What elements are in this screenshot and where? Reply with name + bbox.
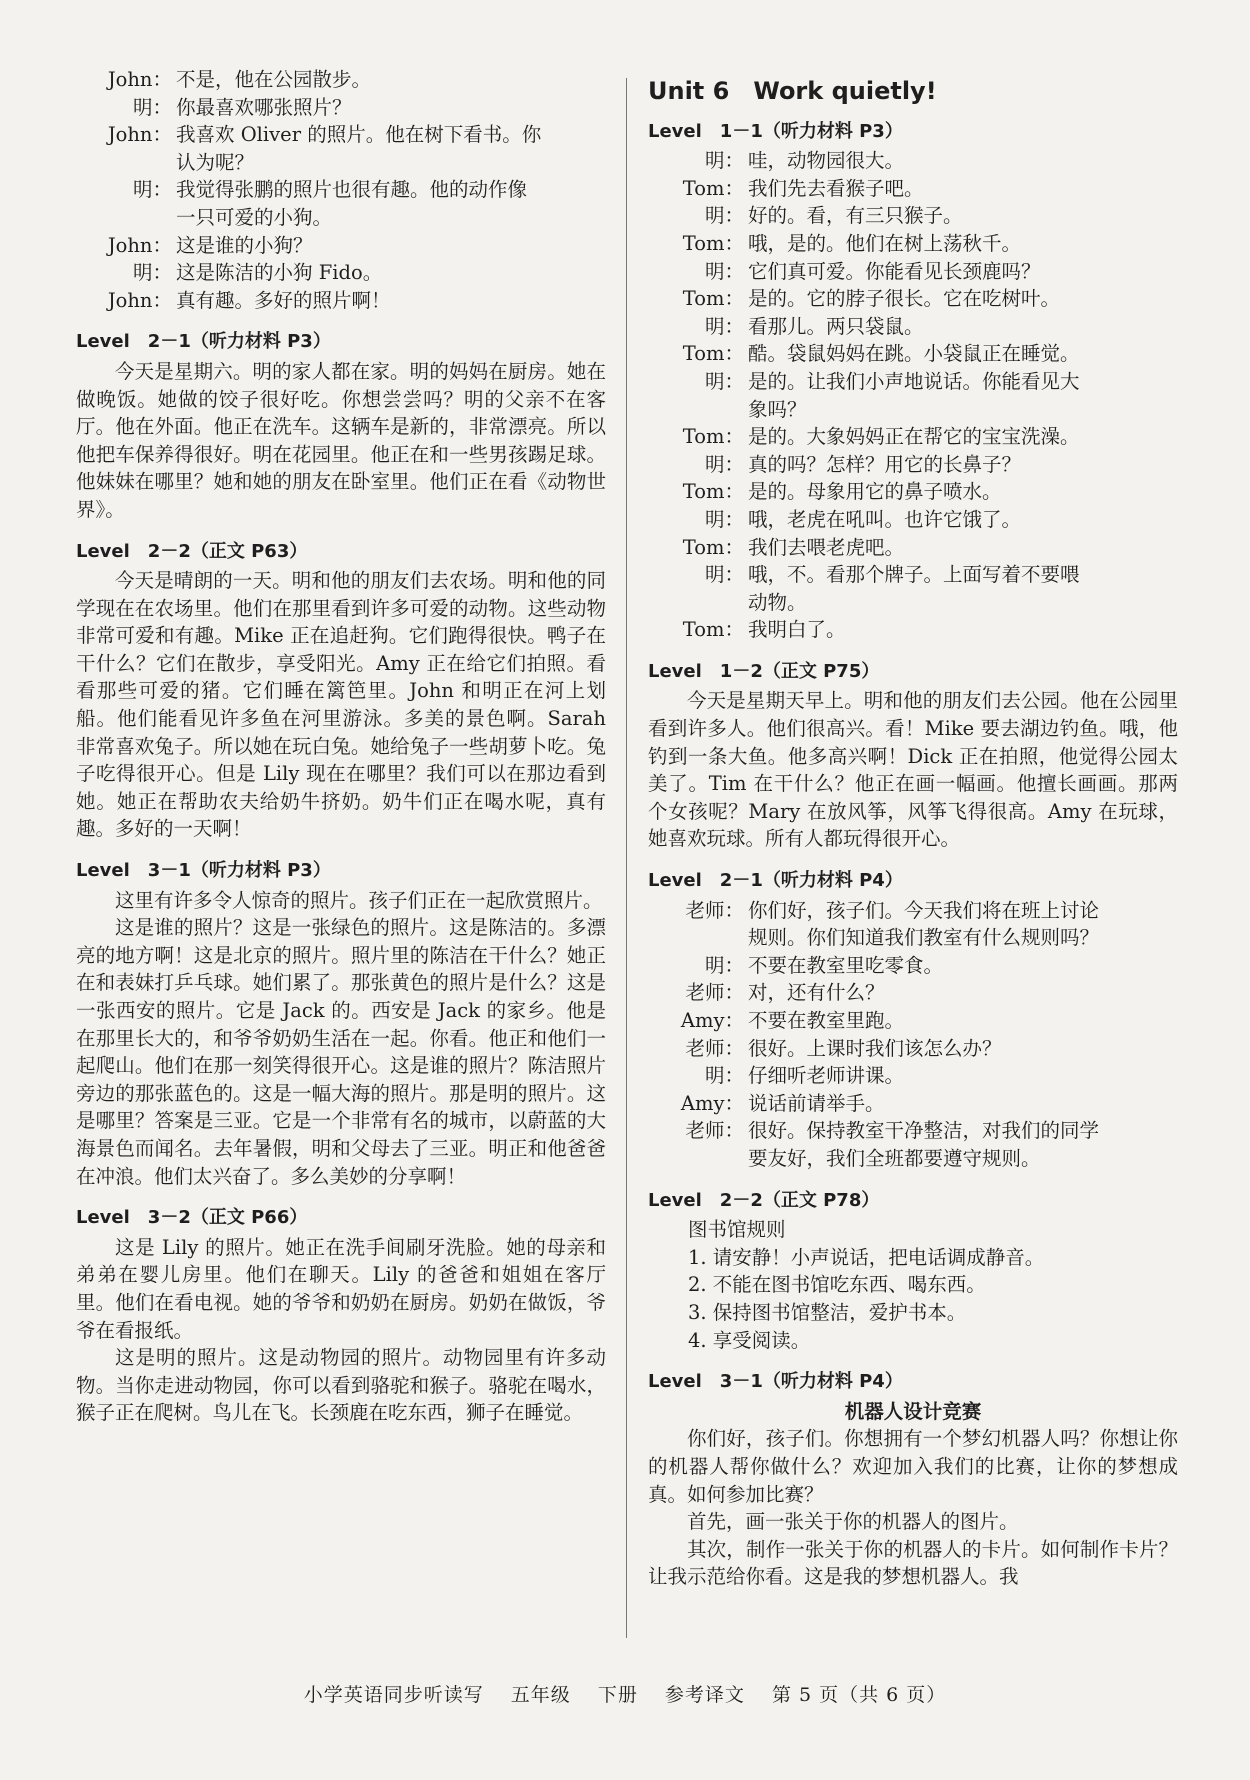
dialog-text: 要友好，我们全班都要遵守规则。 [748, 1146, 1041, 1170]
dialog-line [648, 423, 1178, 451]
page-footer [0, 1680, 1250, 1707]
speaker: 明： [132, 261, 172, 285]
dialog-text: 看那儿。两只袋鼠。 [748, 314, 924, 338]
dialog-text: 很好。上课时我们该怎么办？ [748, 1036, 1002, 1060]
dialog-text: 好的。看，有三只猴子。 [748, 204, 963, 228]
dialog-line [648, 368, 1178, 396]
speaker: 明： [132, 95, 172, 119]
paragraph: 首先，画一张关于你的机器人的图片。 [687, 1510, 1019, 1534]
speaker: Tom： [682, 287, 744, 311]
dialog-line [76, 176, 606, 204]
speaker: 明： [704, 452, 744, 476]
speaker: Tom： [682, 342, 744, 366]
speaker: 老师： [685, 981, 744, 1005]
dialog-text: 动物。 [748, 590, 807, 614]
speaker: 老师： [685, 1036, 744, 1060]
dialog-text: 不要在教室里跑。 [748, 1009, 905, 1032]
dialog-text: 我们先去看猴子吧。 [748, 176, 924, 200]
dialog-line [648, 506, 1178, 534]
speaker: Tom： [682, 231, 744, 255]
dialog-line [76, 94, 606, 122]
paragraph: 今天是星期六。明的家人都在家。明的妈妈在厨房。她在做晚饭。她做的饺子很好吃。你想尝尝吗？明的父亲不在客厅。他在外面。他正在洗车。这辆车是新的，非常漂亮。所以他把车保养得很好。明在花园里。他正在和一些男孩踢足球。他妹妹在哪里？她和她的朋友在卧室里。他们正在看《动物世界》。 [76, 359, 606, 521]
footer-volume: 下册 [597, 1684, 638, 1706]
paragraph: 这里有许多令人惊奇的照片。孩子们正在一起欣赏照片。 [115, 888, 603, 912]
speaker: 明： [704, 369, 744, 393]
paragraph: 今天是晴朗的一天。明和他的朋友们去农场。明和他的同学现在在农场里。他们在那里看到许多可爱的动物。这些动物非常可爱和有趣。Mike 正在追赶狗。它们跑得很快。鸭子在干什么？它们在散步，享受阳光。Amy 正在给它们拍照。看看那些可爱的猪。它们睡在篱笆里。John 和明正在河上划船。他们能看见许多鱼在河里游泳。多美的景色啊。Sarah 非常喜欢兔子。所以她在玩白兔。她给兔子一些胡萝卜吃。兔子吃得很开心。但是 Lily 现在在哪里？我们可以在那边看到她。她正在帮助农夫给奶牛挤奶。奶牛们正在喝水呢，真有趣。多好的一天啊！ [76, 569, 606, 841]
dialog-line [76, 121, 606, 149]
dialog-line [76, 287, 606, 315]
dialog-text: 象吗？ [748, 397, 807, 421]
dialog-text: 一只可爱的小狗。 [176, 205, 333, 229]
dialog-line [648, 1035, 1178, 1063]
speaker: 明： [704, 507, 744, 531]
left-column [76, 66, 606, 1427]
dialog-text: 哦，老虎在吼叫。也许它饿了。 [748, 507, 1022, 531]
dialog-line [648, 589, 1178, 617]
dialog-level-2-1 [648, 897, 1178, 1173]
speaker: John： [107, 123, 172, 147]
dialog-line [648, 285, 1178, 313]
dialog-text: 不是，他在公园散步。 [176, 68, 372, 91]
dialog-line [648, 1145, 1178, 1173]
dialog-line [648, 340, 1178, 368]
dialog-text: 它们真可爱。你能看见长颈鹿吗？ [748, 259, 1041, 283]
paragraph: 这是谁的照片？这是一张绿色的照片。这是陈洁的。多漂亮的地方啊！这是北京的照片。照片里的陈洁在干什么？她正在和表妹打乒乓球。她们累了。那张黄色的照片是什么？这是一张西安的照片。它是 Jack 的。西安是 Jack 的家乡。他是在那里长大的，和爷爷奶奶生活在一起。你看。他正和他们一起爬山。他们在那一刻笑得很开心。这是谁的照片？陈洁照片旁边的那张蓝色的。这是一幅大海的照片。那是明的照片。这是哪里？答案是三亚。它是一个非常有名的城市，以蔚蓝的大海景色而闻名。去年暑假，明和父母去了三亚。明正和他爸爸在冲浪。他们太兴奋了。多么美妙的分享啊！ [76, 916, 606, 1188]
dialog-line [648, 1090, 1178, 1118]
dialog-text: 对，还有什么？ [748, 981, 885, 1005]
speaker: Tom： [682, 480, 744, 504]
unit-title: Unit 6 Work quietly! [648, 77, 937, 105]
dialog-text: 认为呢？ [176, 150, 255, 174]
dialog-line [648, 1007, 1178, 1035]
section-heading: Level 2－1（听力材料 P3） [76, 331, 331, 353]
dialog-line [76, 149, 606, 177]
speaker: 明： [704, 259, 744, 283]
paragraph: 这是 Lily 的照片。她正在洗手间刷牙洗脸。她的母亲和弟弟在婴儿房里。他们在聊天。Lily 的爸爸和姐姐在客厅里。他们在看电视。她的爷爷和奶奶在厨房。奶奶在做饭，爷爷在看报纸。 [76, 1235, 606, 1342]
dialog-line [648, 451, 1178, 479]
dialog-text: 是的。母象用它的鼻子喷水。 [748, 480, 1002, 504]
library-rule: 4. 享受阅读。 [688, 1328, 811, 1352]
section-heading: Level 3－1（听力材料 P3） [76, 860, 331, 882]
footer-page-number: 第 5 页（共 6 页） [771, 1684, 947, 1706]
section-heading-level-2-1: Level 2－1（听力材料 P4） [648, 870, 903, 892]
dialog-text: 真有趣。多好的照片啊！ [176, 288, 391, 312]
dialog-line [76, 66, 606, 94]
paragraph: 这是明的照片。这是动物园的照片。动物园里有许多动物。当你走进动物园，你可以看到骆驼和猴子。骆驼在喝水，猴子正在爬树。鸟儿在飞。长颈鹿在吃东西，狮子在睡觉。 [76, 1346, 606, 1425]
library-rule: 2. 不能在图书馆吃东西、喝东西。 [688, 1273, 986, 1297]
dialog-text: 你们好，孩子们。今天我们将在班上讨论 [748, 898, 1100, 922]
dialog-line [648, 534, 1178, 562]
dialog-text: 你最喜欢哪张照片？ [176, 95, 352, 119]
dialog-text: 这是陈洁的小狗 Fido。 [176, 261, 383, 285]
speaker: Tom： [682, 176, 744, 200]
dialog-text: 我喜欢 Oliver 的照片。他在树下看书。你 [176, 123, 542, 147]
dialog-text: 说话前请举手。 [748, 1091, 885, 1115]
footer-book-title: 小学英语同步听读写 [303, 1684, 484, 1706]
speaker: Tom： [682, 425, 744, 449]
speaker: 明： [704, 204, 744, 228]
dialog-line [648, 230, 1178, 258]
dialog-line [648, 147, 1178, 175]
dialog-line [648, 979, 1178, 1007]
paragraph: 其次，制作一张关于你的机器人的卡片。如何制作卡片？让我示范给你看。这是我的梦想机器人。我 [648, 1537, 1178, 1589]
speaker: 明： [704, 1064, 744, 1088]
dialog-text: 不要在教室里吃零食。 [748, 953, 944, 977]
dialog-text: 哦，不。看那个牌子。上面写着不要喂 [748, 563, 1080, 587]
dialog-line [648, 175, 1178, 203]
dialog-text: 哇，动物园很大。 [748, 149, 905, 173]
dialog-line [648, 478, 1178, 506]
dialog-text: 很好。保持教室干净整洁，对我们的同学 [748, 1119, 1100, 1143]
dialog-text: 哦，是的。他们在树上荡秋千。 [748, 231, 1022, 255]
dialog-level-1-1 [648, 147, 1178, 644]
speaker: Tom： [682, 618, 744, 642]
dialog-line [648, 202, 1178, 230]
dialog-text: 我们去喂老虎吧。 [748, 535, 905, 559]
dialog-continuation [76, 66, 606, 314]
dialog-line [648, 313, 1178, 341]
library-rules-list [648, 1244, 1178, 1354]
dialog-line [648, 396, 1178, 424]
dialog-text: 酷。袋鼠妈妈在跳。小袋鼠正在睡觉。 [748, 342, 1080, 366]
dialog-line [648, 561, 1178, 589]
speaker: John： [107, 233, 172, 257]
dialog-text: 是的。让我们小声地说话。你能看见大 [748, 369, 1080, 393]
dialog-text: 仔细听老师讲课。 [748, 1064, 905, 1088]
dialog-line [648, 1117, 1178, 1145]
section-heading: Level 3－2（正文 P66） [76, 1207, 308, 1229]
dialog-line [648, 952, 1178, 980]
section-heading-level-2-2: Level 2－2（正文 P78） [648, 1189, 880, 1211]
dialog-line [76, 204, 606, 232]
dialog-line [76, 259, 606, 287]
footer-type: 参考译文 [664, 1684, 745, 1706]
library-rule: 3. 保持图书馆整洁，爱护书本。 [688, 1300, 967, 1324]
dialog-text: 这是谁的小狗？ [176, 233, 313, 257]
section-heading-level-1-1: Level 1－1（听力材料 P3） [648, 120, 903, 142]
paragraphs-level-3-1 [648, 1425, 1178, 1591]
dialog-text: 是的。它的脖子很长。它在吃树叶。 [748, 287, 1061, 311]
speaker: Amy： [680, 1091, 744, 1115]
speaker: 明： [704, 149, 744, 173]
dialog-text: 规则。你们知道我们教室有什么规则吗？ [748, 926, 1100, 950]
dialog-line [76, 232, 606, 260]
section-heading: Level 2－2（正文 P63） [76, 540, 308, 562]
footer-grade: 五年级 [510, 1684, 571, 1706]
speaker: Amy： [680, 1009, 744, 1032]
speaker: 老师： [685, 898, 744, 922]
section-heading-level-3-1: Level 3－1（听力材料 P4） [648, 1371, 903, 1393]
speaker: 明： [704, 953, 744, 977]
library-rules-title: 图书馆规则 [688, 1218, 786, 1242]
robot-contest-title: 机器人设计竞赛 [844, 1399, 982, 1423]
dialog-line [648, 258, 1178, 286]
dialog-line [648, 924, 1178, 952]
speaker: 老师： [685, 1119, 744, 1143]
dialog-text: 我明白了。 [748, 618, 846, 642]
speaker: 明： [704, 563, 744, 587]
dialog-line [648, 1062, 1178, 1090]
dialog-line [648, 897, 1178, 925]
section-heading-level-1-2: Level 1－2（正文 P75） [648, 660, 880, 682]
dialog-text: 是的。大象妈妈正在帮它的宝宝洗澡。 [748, 425, 1080, 449]
speaker: John： [107, 288, 172, 312]
dialog-text: 我觉得张鹏的照片也很有趣。他的动作像 [176, 178, 528, 202]
speaker: John： [107, 68, 172, 91]
dialog-line [648, 616, 1178, 644]
speaker: 明： [132, 178, 172, 202]
speaker: 明： [704, 314, 744, 338]
right-column [648, 66, 1178, 1591]
speaker: Tom： [682, 535, 744, 559]
dialog-text: 真的吗？怎样？用它的长鼻子？ [748, 452, 1022, 476]
left-sections [76, 328, 606, 1427]
paragraph-level-1-2: 今天是星期天早上。明和他的朋友们去公园。他在公园里看到许多人。他们很高兴。看！Mike 要去湖边钓鱼。哦，他钓到一条大鱼。他多高兴啊！Dick 正在拍照，他觉得公园太美了。Tim 在干什么？他正在画一幅画。他擅长画画。那两个女孩呢？Mary 在放风筝，风筝飞得很高。Amy 在玩球，她喜欢玩球。所有人都玩得很开心。 [648, 689, 1178, 851]
column-divider [626, 78, 627, 1638]
paragraph: 你们好，孩子们。你想拥有一个梦幻机器人吗？你想让你的机器人帮你做什么？欢迎加入我们的比赛，让你的梦想成真。如何参加比赛？ [648, 1427, 1178, 1506]
library-rule: 1. 请安静！小声说话，把电话调成静音。 [688, 1245, 1045, 1269]
